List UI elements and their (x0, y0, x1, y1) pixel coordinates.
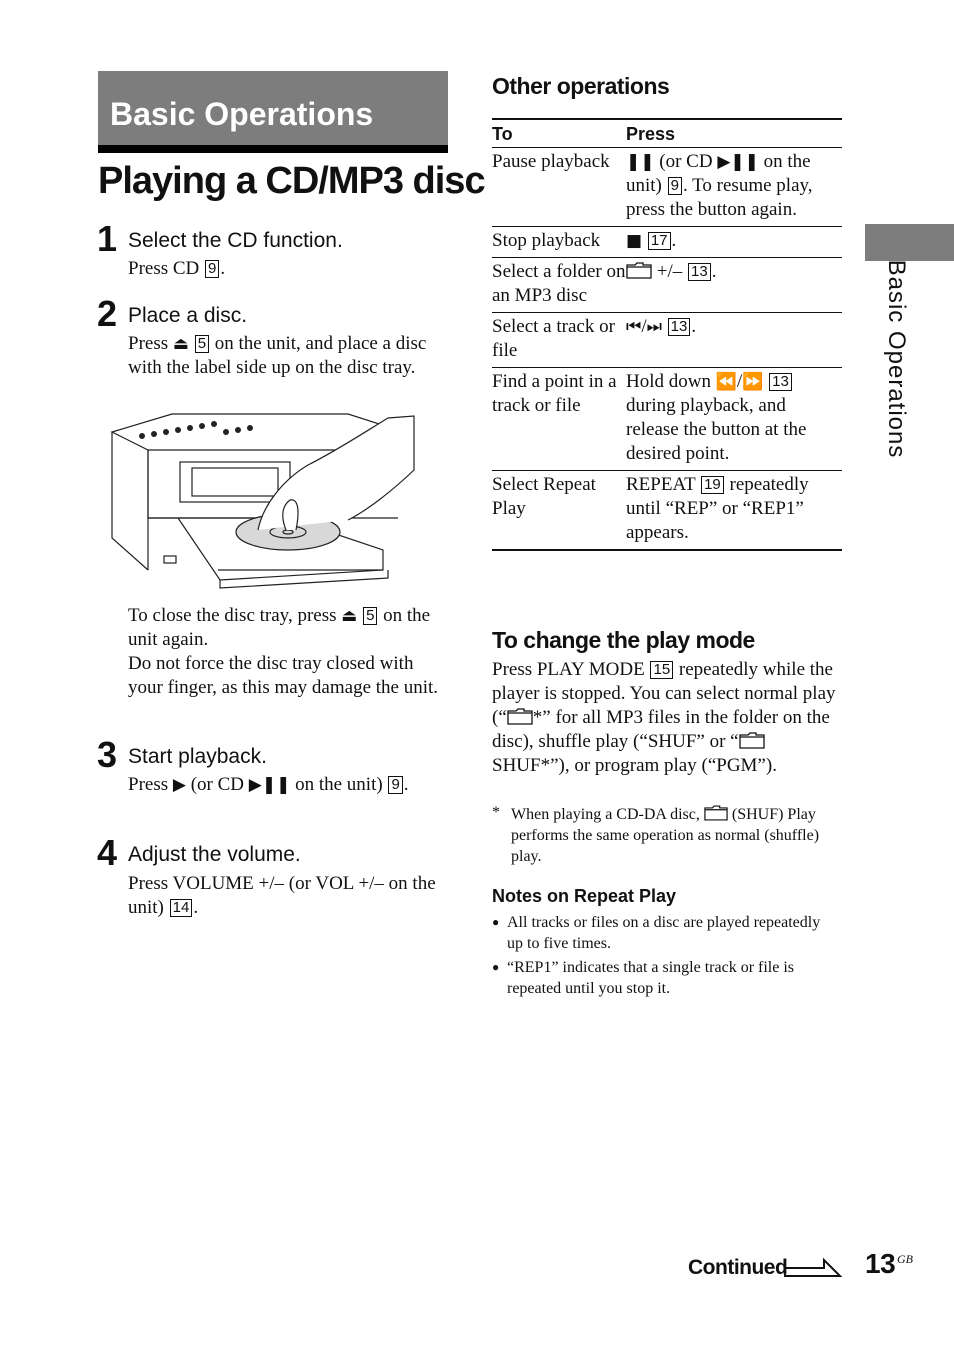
table-cell-press: ■ 17 . (626, 227, 842, 258)
table-cell-press: +/– 13 . (626, 258, 842, 313)
play-pause-icon: ▶❚❚ (248, 775, 291, 795)
side-tab (865, 224, 954, 261)
table-row (492, 258, 842, 313)
table-row (492, 227, 842, 258)
play-icon: ▶ (172, 775, 186, 795)
play-mode-text: Press PLAY MODE 15 repeatedly while the player is stopped. You can select normal play (“ *” for all MP3 files in the folder on the disc), shuffle play (“SHUF” or “ SHUF*”), or program play (“PGM”). (492, 659, 836, 776)
step-2-number: 2 (97, 293, 117, 334)
fast-forward-icon: ⏩ (742, 372, 764, 392)
table-row (492, 368, 842, 471)
operations-table (492, 118, 842, 551)
previous-track-icon: ⏮ (626, 317, 642, 337)
step-1-text: Press CD 9 . (128, 258, 226, 279)
table-cell-to: Select Repeat Play (492, 471, 626, 551)
table-cell-press: Hold down ⏪/⏩ 13 during playback, and release the button at the desired point. (626, 368, 842, 471)
table-cell-press: REPEAT 19 repeatedly until “REP” or “REP1” appears. (626, 471, 842, 551)
other-operations-heading: Other operations (492, 73, 670, 99)
page-number: 13 (865, 1248, 896, 1279)
section-banner-title: Basic Operations (110, 96, 374, 132)
table-header-row (492, 119, 842, 148)
step-2-heading: Place a disc. (128, 304, 248, 327)
folder-icon (626, 262, 652, 279)
footnote-mark: * (492, 804, 500, 821)
stop-icon: ■ (626, 231, 643, 251)
step-2-text: Press ⏏ 5 on the unit, and place a disc with the label side up on the disc tray. (128, 333, 427, 378)
table-row (492, 148, 842, 227)
close-tray-note: To close the disc tray, press ⏏ 5 on the unit again. (128, 605, 431, 650)
continued-label: Continued (688, 1256, 788, 1279)
table-cell-to: Stop playback (492, 227, 626, 258)
step-4-text: Press VOLUME +/– (or VOL +/– on the unit) 14 . (128, 873, 436, 918)
step-3-heading: Start playback. (128, 745, 267, 768)
list-item: ● “REP1” indicates that a single track or file is repeated until you stop it. (492, 957, 837, 999)
repeat-notes-list (492, 912, 837, 1002)
table-cell-press: ❚❚ (or CD ▶❚❚ on the unit) 9 . To resume play, press the button again. (626, 148, 842, 227)
folder-icon (507, 708, 533, 725)
table-cell-to: Find a point in a track or file (492, 368, 626, 471)
step-1-heading: Select the CD function. (128, 229, 343, 252)
step-4-number: 4 (97, 832, 117, 873)
next-track-icon: ⏭ (646, 317, 662, 337)
column-header-to: To (492, 119, 626, 148)
continued-arrow-icon (784, 1257, 842, 1279)
play-pause-icon: ▶❚❚ (717, 152, 759, 172)
disc-insertion-illustration (108, 410, 418, 590)
table-cell-to: Pause playback (492, 148, 626, 227)
eject-icon: ⏏ (172, 334, 189, 354)
pause-icon: ❚❚ (626, 152, 655, 172)
table-cell-to: Select a folder on an MP3 disc (492, 258, 626, 313)
side-tab-label: Basic Operations (883, 259, 910, 459)
page-suffix: GB (897, 1252, 913, 1266)
table-row (492, 471, 842, 551)
list-item: ● All tracks or files on a disc are played repeatedly up to five times. (492, 912, 837, 954)
rewind-icon: ⏪ (715, 372, 737, 392)
step-4-heading: Adjust the volume. (128, 843, 301, 866)
step-1-number: 1 (97, 218, 117, 259)
folder-icon (739, 732, 765, 749)
table-cell-press: ⏮/⏭ 13 . (626, 313, 842, 368)
table-row (492, 313, 842, 368)
step-3-number: 3 (97, 734, 117, 775)
footnote-text: When playing a CD-DA disc, (SHUF) Play performs the same operation as normal (shuffle) play. (511, 806, 820, 865)
folder-icon (704, 805, 728, 821)
eject-icon: ⏏ (341, 606, 358, 626)
page-title: Playing a CD/MP3 disc (98, 160, 485, 202)
column-header-press: Press (626, 119, 842, 148)
play-mode-heading: To change the play mode (492, 627, 755, 653)
close-tray-warning: Do not force the disc tray closed with your finger, as this may damage the unit. (128, 653, 439, 698)
step-3-text: Press ▶ (or CD ▶❚❚ on the unit) 9 . (128, 774, 409, 795)
repeat-notes-heading: Notes on Repeat Play (492, 886, 677, 906)
table-cell-to: Select a track or file (492, 313, 626, 368)
